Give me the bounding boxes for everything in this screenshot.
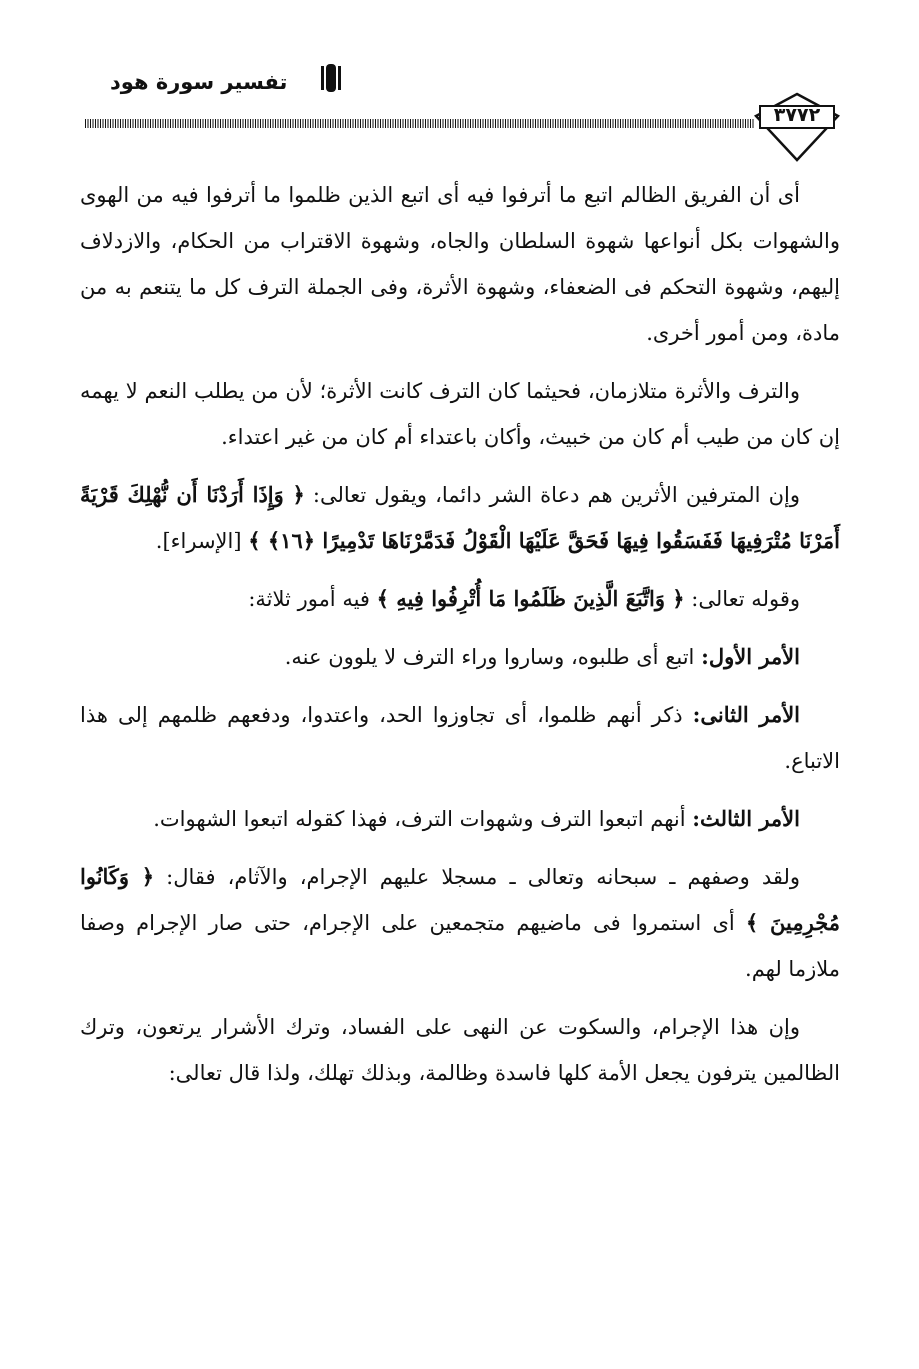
verse-reference: [الإسراء]. bbox=[155, 529, 249, 553]
paragraph-6 bbox=[80, 692, 840, 784]
page-header bbox=[0, 0, 919, 170]
second-matter-text: ذكر أنهم ظلموا، أى تجاوزوا الحد، واعتدوا، ودفعهم ظلمهم إلى هذا الاتباع. bbox=[80, 703, 840, 773]
paragraph-3-intro: وإن المترفين الأثرين هم دعاة الشر دائما، ويقول تعالى: bbox=[304, 483, 800, 507]
paragraph-9: وإن هذا الإجرام، والسكوت عن النهى على الفساد، وترك الأشرار يرتعون، وترك الظالمين يترفون يجعل الأمة كلها فاسدة وظالمة، وبذلك تهلك، ولذا قال تعالى: bbox=[80, 1015, 840, 1085]
quran-verse-mujrimin: ﴿ وَكَانُوا مُجْرِمِينَ ﴾ bbox=[80, 864, 840, 935]
quran-verse-hud: ﴿ وَاتَّبَعَ الَّذِينَ ظَلَمُوا مَا أُتْرِفُوا فِيهِ ﴾ bbox=[376, 586, 685, 611]
header-rule bbox=[85, 119, 755, 128]
third-matter-text: أنهم اتبعوا الترف وشهوات الترف، فهذا كقوله اتبعوا الشهوات. bbox=[153, 807, 693, 831]
paragraph-8-intro: ولقد وصفهم ـ سبحانه وتعالى ـ مسجلا عليهم الإجرام، والآثام، فقال: bbox=[154, 865, 801, 889]
paragraph-4 bbox=[80, 576, 840, 622]
second-matter-label: الأمر الثانى: bbox=[692, 702, 801, 727]
first-matter-text: اتبع أى طلبوه، وساروا وراء الترف لا يلوون عنه. bbox=[284, 645, 702, 669]
paragraph-3 bbox=[80, 472, 840, 564]
title-ornament-icon bbox=[318, 64, 344, 92]
page-number: ٣٧٧٢ bbox=[773, 104, 821, 126]
page-number-badge-icon bbox=[752, 92, 842, 164]
paragraph-4-intro: وقوله تعالى: bbox=[684, 587, 800, 611]
surah-title: تفسير سورة هود bbox=[110, 70, 288, 94]
third-matter-label: الأمر الثالث: bbox=[692, 806, 800, 831]
paragraph-1: أى أن الفريق الظالم اتبع ما أترفوا فيه أى اتبع الذين ظلموا ما أترفوا فيه من الهوى والشهوات بكل أنواعها شهوة السلطان والجاه، وشهوة الاقتراب من الحكام، والازدلاف إليهم، وشهوة التحكم فى الضعفاء، وشهوة الأثرة، وفى الجملة الترف كل ما يتنعم به من مادة، ومن أمور أخرى. bbox=[80, 183, 840, 345]
first-matter-label: الأمر الأول: bbox=[701, 644, 800, 669]
paragraph-8-rest: أى استمروا فى ماضيهم متجمعين على الإجرام، حتى صار الإجرام وصفا ملازما لهم. bbox=[80, 911, 840, 981]
paragraph-2: والترف والأثرة متلازمان، فحيثما كان الترف كانت الأثرة؛ لأن من يطلب النعم لا يهمه إن كان من طيب أم كان من خبيث، وأكان باعتداء أم كان من غير اعتداء. bbox=[80, 379, 840, 449]
paragraph-8 bbox=[80, 854, 840, 992]
body-text bbox=[80, 172, 840, 1108]
paragraph-5 bbox=[80, 634, 840, 680]
paragraph-7 bbox=[80, 796, 840, 842]
paragraph-4-rest: فيه أمور ثلاثة: bbox=[248, 587, 377, 611]
quran-verse-isra: ﴿ وَإِذَا أَرَدْنَا أَن نُّهْلِكَ قَرْيَةً أَمَرْنَا مُتْرَفِيهَا فَفَسَقُوا فِيهَا فَحَقَّ عَلَيْهَا الْقَوْلُ فَدَمَّرْنَاهَا تَدْمِيرًا ﴿١٦﴾ ﴾ bbox=[80, 482, 840, 553]
